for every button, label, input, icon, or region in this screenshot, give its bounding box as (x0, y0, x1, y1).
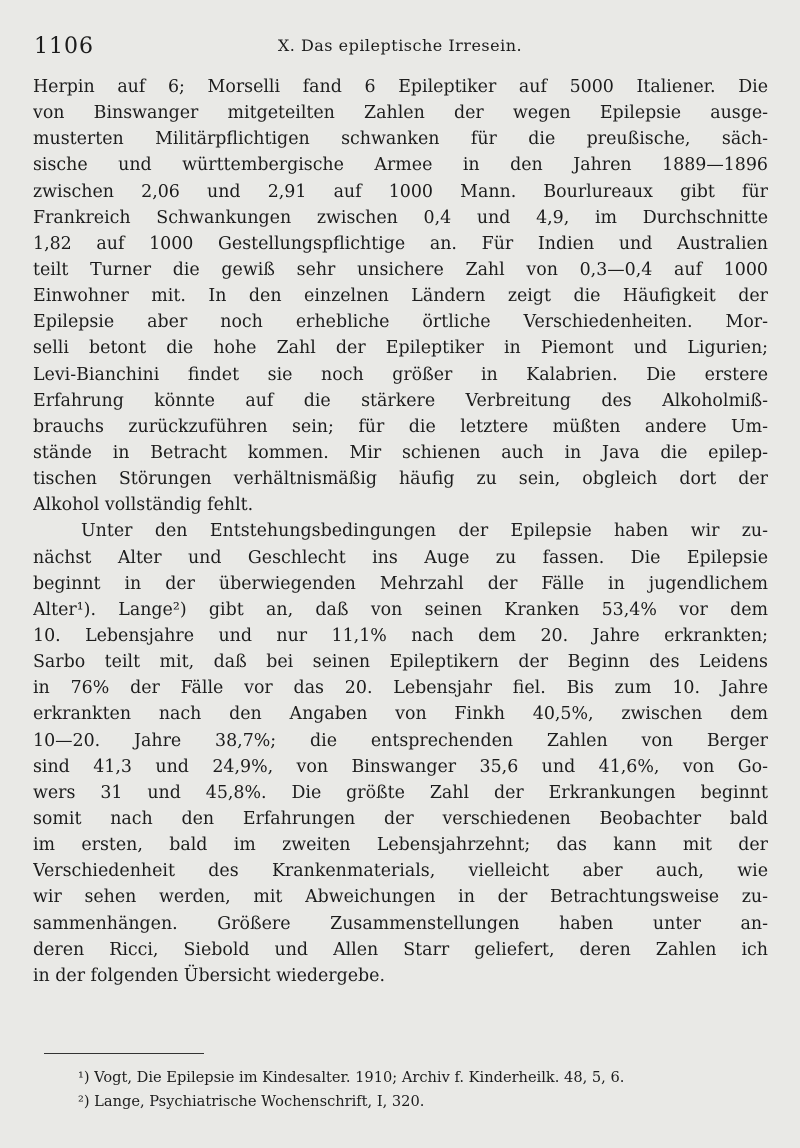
text-line: Verschiedenheit des Krankenmaterials, vielleicht aber auch, wie (33, 861, 768, 882)
text-line: in der folgenden Übersicht wiedergebe. (33, 965, 385, 986)
text-line: 1,82 auf 1000 Gestellungspflichtige an. Für Indien und Australien (33, 233, 768, 254)
text-line: Alter¹). Lange²) gibt an, daß von seinen Kranken 53,4% vor dem (33, 599, 768, 620)
text-line: im ersten, bald im zweiten Lebensjahrzehnt; das kann mit der (33, 835, 768, 856)
text-line: 10—20. Jahre 38,7%; die entsprechenden Zahlen von Berger (33, 730, 768, 751)
paragraph (33, 74, 768, 518)
text-line: wir sehen werden, mit Abweichungen in der Betrachtungsweise zu- (33, 887, 768, 908)
body-text (33, 74, 768, 989)
text-line: 10. Lebensjahre und nur 11,1% nach dem 20. Jahre erkrankten; (33, 625, 768, 646)
text-line: selli betont die hohe Zahl der Epileptiker in Piemont und Ligurien; (33, 338, 768, 359)
text-line: deren Ricci, Siebold und Allen Starr geliefert, deren Zahlen ich (33, 939, 768, 960)
text-line: teilt Turner die gewiß sehr unsichere Zahl von 0,3—0,4 auf 1000 (33, 259, 768, 280)
text-line: Einwohner mit. In den einzelnen Ländern zeigt die Häufigkeit der (33, 286, 768, 307)
text-line: beginnt in der überwiegenden Mehrzahl der Fälle in jugendlichem (33, 573, 768, 594)
text-line: somit nach den Erfahrungen der verschiedenen Beobachter bald (33, 808, 768, 829)
text-line: Herpin auf 6; Morselli fand 6 Epileptiker auf 5000 Italiener. Die (33, 77, 768, 97)
text-line: Levi-Bianchini findet sie noch größer in Kalabrien. Die erstere (33, 364, 768, 385)
text-line: von Binswanger mitgeteilten Zahlen der wegen Epilepsie ausge- (33, 103, 768, 124)
text-line: Sarbo teilt mit, daß bei seinen Epileptikern der Beginn des Leidens (33, 652, 768, 673)
text-line: Erfahrung könnte auf die stärkere Verbreitung des Alkoholmiß- (33, 390, 768, 411)
paragraph (33, 518, 768, 989)
footnote-2: ²) Lange, Psychiatrische Wochenschrift, I, 320. (78, 1093, 425, 1110)
text-line: in 76% der Fälle vor das 20. Lebensjahr fiel. Bis zum 10. Jahre (33, 678, 768, 699)
page-number: 1106 (34, 34, 94, 59)
text-line: musterten Militärpflichtigen schwanken für die preußische, säch- (33, 129, 768, 150)
footnote-1: ¹) Vogt, Die Epilepsie im Kindesalter. 1910; Archiv f. Kinderheilk. 48, 5, 6. (78, 1069, 625, 1086)
text-line: Epilepsie aber noch erhebliche örtliche Verschiedenheiten. Mor- (33, 312, 768, 333)
text-line: nächst Alter und Geschlecht ins Auge zu fassen. Die Epilepsie (33, 547, 768, 568)
text-line: Alkohol vollständig fehlt. (33, 495, 254, 516)
text-line: sische und württembergische Armee in den Jahren 1889—1896 (33, 155, 768, 176)
text-line: wers 31 und 45,8%. Die größte Zahl der Erkrankungen beginnt (33, 782, 768, 803)
page-header (34, 34, 766, 60)
text-line: Frankreich Schwankungen zwischen 0,4 und 4,9, im Durchschnitte (33, 207, 768, 228)
footnote-rule (44, 1053, 204, 1054)
text-line: zwischen 2,06 und 2,91 auf 1000 Mann. Bourlureaux gibt für (33, 181, 768, 202)
text-line: stände in Betracht kommen. Mir schienen auch in Java die epilep- (33, 442, 768, 463)
text-line: brauchs zurückzuführen sein; für die letztere müßten andere Um- (33, 416, 768, 437)
text-line: Unter den Entstehungsbedingungen der Epilepsie haben wir zu- (81, 521, 768, 542)
text-line: tischen Störungen verhältnismäßig häufig zu sein, obgleich dort der (33, 469, 768, 490)
text-line: sind 41,3 und 24,9%, von Binswanger 35,6 und 41,6%, von Go- (33, 756, 768, 777)
footnotes (78, 1066, 778, 1114)
running-title: X. Das epileptische Irresein. (277, 36, 523, 55)
text-line: sammenhängen. Größere Zusammenstellungen haben unter an- (33, 913, 768, 934)
text-line: erkrankten nach den Angaben von Finkh 40,5%, zwischen dem (33, 704, 768, 725)
